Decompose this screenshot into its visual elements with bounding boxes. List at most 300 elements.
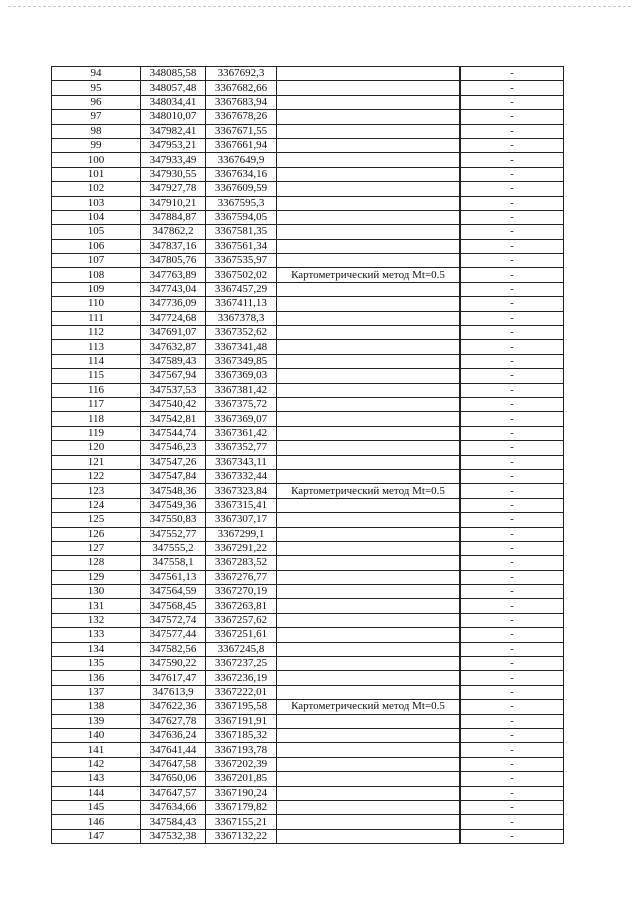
x-coordinate-cell: 347542,81	[141, 412, 206, 426]
point-number-cell: 134	[52, 642, 141, 656]
method-cell	[277, 469, 460, 483]
point-number-cell: 123	[52, 484, 141, 498]
y-coordinate-cell: 3367352,77	[206, 441, 277, 455]
x-coordinate-cell: 347558,1	[141, 556, 206, 570]
method-cell	[277, 124, 460, 138]
x-coordinate-cell: 347927,78	[141, 182, 206, 196]
table-row	[52, 311, 564, 325]
x-coordinate-cell: 347627,78	[141, 714, 206, 728]
point-number-cell: 95	[52, 81, 141, 95]
table-row	[52, 369, 564, 383]
x-coordinate-cell: 347548,36	[141, 484, 206, 498]
method-cell	[277, 95, 460, 109]
y-coordinate-cell: 3367299,1	[206, 527, 277, 541]
method-cell	[277, 196, 460, 210]
y-coordinate-cell: 3367595,3	[206, 196, 277, 210]
point-number-cell: 142	[52, 757, 141, 771]
y-coordinate-cell: 3367155,21	[206, 815, 277, 829]
table-row	[52, 613, 564, 627]
mark-cell: -	[461, 95, 564, 109]
point-number-cell: 143	[52, 772, 141, 786]
y-coordinate-cell: 3367202,39	[206, 757, 277, 771]
x-coordinate-cell: 347647,57	[141, 786, 206, 800]
method-cell	[277, 397, 460, 411]
method-cell	[277, 412, 460, 426]
method-cell	[277, 297, 460, 311]
table-row	[52, 498, 564, 512]
point-number-cell: 94	[52, 67, 141, 81]
mark-cell: -	[461, 800, 564, 814]
method-cell	[277, 585, 460, 599]
x-coordinate-cell: 347724,68	[141, 311, 206, 325]
x-coordinate-cell: 347555,2	[141, 541, 206, 555]
mark-cell: -	[461, 527, 564, 541]
point-number-cell: 120	[52, 441, 141, 455]
x-coordinate-cell: 347546,23	[141, 441, 206, 455]
x-coordinate-cell: 347584,43	[141, 815, 206, 829]
point-number-cell: 146	[52, 815, 141, 829]
table-row	[52, 556, 564, 570]
table-row	[52, 700, 564, 714]
y-coordinate-cell: 3367369,07	[206, 412, 277, 426]
point-number-cell: 130	[52, 585, 141, 599]
y-coordinate-cell: 3367369,03	[206, 369, 277, 383]
table-row	[52, 225, 564, 239]
mark-cell: -	[461, 556, 564, 570]
table-row	[52, 714, 564, 728]
method-cell	[277, 383, 460, 397]
method-cell	[277, 570, 460, 584]
x-coordinate-cell: 347589,43	[141, 354, 206, 368]
x-coordinate-cell: 347532,38	[141, 829, 206, 843]
method-cell	[277, 685, 460, 699]
table-row	[52, 282, 564, 296]
method-cell	[277, 254, 460, 268]
y-coordinate-cell: 3367276,77	[206, 570, 277, 584]
point-number-cell: 141	[52, 743, 141, 757]
x-coordinate-cell: 347577,44	[141, 628, 206, 642]
method-cell	[277, 757, 460, 771]
point-number-cell: 102	[52, 182, 141, 196]
method-cell	[277, 455, 460, 469]
mark-cell: -	[461, 354, 564, 368]
coordinates-table-body	[52, 67, 564, 844]
y-coordinate-cell: 3367263,81	[206, 599, 277, 613]
mark-cell: -	[461, 657, 564, 671]
mark-cell: -	[461, 513, 564, 527]
mark-cell: -	[461, 239, 564, 253]
table-row	[52, 671, 564, 685]
point-number-cell: 97	[52, 110, 141, 124]
point-number-cell: 121	[52, 455, 141, 469]
y-coordinate-cell: 3367692,3	[206, 67, 277, 81]
point-number-cell: 108	[52, 268, 141, 282]
point-number-cell: 113	[52, 340, 141, 354]
y-coordinate-cell: 3367257,62	[206, 613, 277, 627]
point-number-cell: 128	[52, 556, 141, 570]
method-cell	[277, 556, 460, 570]
y-coordinate-cell: 3367457,29	[206, 282, 277, 296]
method-cell	[277, 541, 460, 555]
x-coordinate-cell: 347805,76	[141, 254, 206, 268]
x-coordinate-cell: 347910,21	[141, 196, 206, 210]
x-coordinate-cell: 347650,06	[141, 772, 206, 786]
scan-top-rule	[8, 6, 631, 7]
x-coordinate-cell: 347933,49	[141, 153, 206, 167]
point-number-cell: 116	[52, 383, 141, 397]
x-coordinate-cell: 347691,07	[141, 326, 206, 340]
x-coordinate-cell: 347544,74	[141, 426, 206, 440]
point-number-cell: 104	[52, 210, 141, 224]
method-cell: Картометрический метод Mt=0.5	[277, 484, 460, 498]
y-coordinate-cell: 3367671,55	[206, 124, 277, 138]
table-row	[52, 124, 564, 138]
x-coordinate-cell: 347930,55	[141, 167, 206, 181]
y-coordinate-cell: 3367561,34	[206, 239, 277, 253]
mark-cell: -	[461, 225, 564, 239]
y-coordinate-cell: 3367245,8	[206, 642, 277, 656]
method-cell	[277, 786, 460, 800]
table-row	[52, 239, 564, 253]
table-row	[52, 167, 564, 181]
x-coordinate-cell: 347636,24	[141, 728, 206, 742]
y-coordinate-cell: 3367375,72	[206, 397, 277, 411]
table-row	[52, 455, 564, 469]
point-number-cell: 124	[52, 498, 141, 512]
x-coordinate-cell: 347590,22	[141, 657, 206, 671]
point-number-cell: 110	[52, 297, 141, 311]
x-coordinate-cell: 348034,41	[141, 95, 206, 109]
point-number-cell: 100	[52, 153, 141, 167]
y-coordinate-cell: 3367251,61	[206, 628, 277, 642]
y-coordinate-cell: 3367307,17	[206, 513, 277, 527]
point-number-cell: 119	[52, 426, 141, 440]
x-coordinate-cell: 347564,59	[141, 585, 206, 599]
method-cell	[277, 81, 460, 95]
method-cell	[277, 829, 460, 843]
table-row	[52, 67, 564, 81]
y-coordinate-cell: 3367193,78	[206, 743, 277, 757]
y-coordinate-cell: 3367270,19	[206, 585, 277, 599]
method-cell: Картометрический метод Mt=0.5	[277, 268, 460, 282]
method-cell	[277, 167, 460, 181]
method-cell	[277, 426, 460, 440]
table-row	[52, 383, 564, 397]
method-cell	[277, 527, 460, 541]
table-row	[52, 527, 564, 541]
method-cell	[277, 326, 460, 340]
mark-cell: -	[461, 498, 564, 512]
y-coordinate-cell: 3367535,97	[206, 254, 277, 268]
y-coordinate-cell: 3367634,16	[206, 167, 277, 181]
mark-cell: -	[461, 455, 564, 469]
table-row	[52, 570, 564, 584]
y-coordinate-cell: 3367678,26	[206, 110, 277, 124]
mark-cell: -	[461, 124, 564, 138]
table-row	[52, 657, 564, 671]
point-number-cell: 101	[52, 167, 141, 181]
y-coordinate-cell: 3367649,9	[206, 153, 277, 167]
mark-cell: -	[461, 326, 564, 340]
mark-cell: -	[461, 297, 564, 311]
method-cell	[277, 628, 460, 642]
y-coordinate-cell: 3367332,44	[206, 469, 277, 483]
point-number-cell: 125	[52, 513, 141, 527]
x-coordinate-cell: 347622,36	[141, 700, 206, 714]
y-coordinate-cell: 3367349,85	[206, 354, 277, 368]
table-row	[52, 153, 564, 167]
mark-cell: -	[461, 196, 564, 210]
y-coordinate-cell: 3367683,94	[206, 95, 277, 109]
y-coordinate-cell: 3367291,22	[206, 541, 277, 555]
method-cell	[277, 67, 460, 81]
table-row	[52, 685, 564, 699]
x-coordinate-cell: 347547,26	[141, 455, 206, 469]
point-number-cell: 126	[52, 527, 141, 541]
y-coordinate-cell: 3367236,19	[206, 671, 277, 685]
y-coordinate-cell: 3367682,66	[206, 81, 277, 95]
table-row	[52, 513, 564, 527]
method-cell	[277, 441, 460, 455]
table-row	[52, 728, 564, 742]
mark-cell: -	[461, 153, 564, 167]
x-coordinate-cell: 347613,9	[141, 685, 206, 699]
mark-cell: -	[461, 570, 564, 584]
mark-cell: -	[461, 282, 564, 296]
point-number-cell: 129	[52, 570, 141, 584]
x-coordinate-cell: 348010,07	[141, 110, 206, 124]
table-row	[52, 786, 564, 800]
method-cell	[277, 239, 460, 253]
table-row	[52, 829, 564, 843]
mark-cell: -	[461, 441, 564, 455]
mark-cell: -	[461, 772, 564, 786]
x-coordinate-cell: 347567,94	[141, 369, 206, 383]
table-row	[52, 81, 564, 95]
y-coordinate-cell: 3367352,62	[206, 326, 277, 340]
point-number-cell: 98	[52, 124, 141, 138]
table-row	[52, 397, 564, 411]
table-row	[52, 772, 564, 786]
table-row	[52, 800, 564, 814]
x-coordinate-cell: 347632,87	[141, 340, 206, 354]
mark-cell: -	[461, 268, 564, 282]
x-coordinate-cell: 347550,83	[141, 513, 206, 527]
method-cell	[277, 671, 460, 685]
table-row	[52, 757, 564, 771]
point-number-cell: 135	[52, 657, 141, 671]
table-row	[52, 484, 564, 498]
mark-cell: -	[461, 613, 564, 627]
point-number-cell: 112	[52, 326, 141, 340]
mark-cell: -	[461, 254, 564, 268]
method-cell: Картометрический метод Mt=0.5	[277, 700, 460, 714]
table-row	[52, 642, 564, 656]
mark-cell: -	[461, 700, 564, 714]
point-number-cell: 99	[52, 138, 141, 152]
method-cell	[277, 282, 460, 296]
method-cell	[277, 599, 460, 613]
point-number-cell: 111	[52, 311, 141, 325]
mark-cell: -	[461, 397, 564, 411]
mark-cell: -	[461, 585, 564, 599]
method-cell	[277, 354, 460, 368]
y-coordinate-cell: 3367201,85	[206, 772, 277, 786]
table-row	[52, 254, 564, 268]
method-cell	[277, 714, 460, 728]
x-coordinate-cell: 347537,53	[141, 383, 206, 397]
x-coordinate-cell: 347641,44	[141, 743, 206, 757]
point-number-cell: 127	[52, 541, 141, 555]
mark-cell: -	[461, 757, 564, 771]
point-number-cell: 131	[52, 599, 141, 613]
mark-cell: -	[461, 426, 564, 440]
mark-cell: -	[461, 628, 564, 642]
table-row	[52, 354, 564, 368]
mark-cell: -	[461, 167, 564, 181]
y-coordinate-cell: 3367191,91	[206, 714, 277, 728]
y-coordinate-cell: 3367411,13	[206, 297, 277, 311]
coordinates-table	[51, 66, 564, 844]
mark-cell: -	[461, 369, 564, 383]
x-coordinate-cell: 348085,58	[141, 67, 206, 81]
method-cell	[277, 311, 460, 325]
point-number-cell: 138	[52, 700, 141, 714]
x-coordinate-cell: 347862,2	[141, 225, 206, 239]
mark-cell: -	[461, 541, 564, 555]
table-row	[52, 182, 564, 196]
mark-cell: -	[461, 829, 564, 843]
point-number-cell: 105	[52, 225, 141, 239]
method-cell	[277, 369, 460, 383]
mark-cell: -	[461, 671, 564, 685]
point-number-cell: 132	[52, 613, 141, 627]
method-cell	[277, 210, 460, 224]
mark-cell: -	[461, 412, 564, 426]
point-number-cell: 140	[52, 728, 141, 742]
point-number-cell: 117	[52, 397, 141, 411]
table-row	[52, 268, 564, 282]
mark-cell: -	[461, 110, 564, 124]
table-row	[52, 441, 564, 455]
table-row	[52, 110, 564, 124]
y-coordinate-cell: 3367381,42	[206, 383, 277, 397]
y-coordinate-cell: 3367323,84	[206, 484, 277, 498]
method-cell	[277, 498, 460, 512]
y-coordinate-cell: 3367190,24	[206, 786, 277, 800]
point-number-cell: 133	[52, 628, 141, 642]
x-coordinate-cell: 347568,45	[141, 599, 206, 613]
y-coordinate-cell: 3367315,41	[206, 498, 277, 512]
point-number-cell: 145	[52, 800, 141, 814]
mark-cell: -	[461, 599, 564, 613]
mark-cell: -	[461, 210, 564, 224]
y-coordinate-cell: 3367502,02	[206, 268, 277, 282]
y-coordinate-cell: 3367341,48	[206, 340, 277, 354]
mark-cell: -	[461, 340, 564, 354]
method-cell	[277, 513, 460, 527]
point-number-cell: 136	[52, 671, 141, 685]
point-number-cell: 122	[52, 469, 141, 483]
table-row	[52, 599, 564, 613]
x-coordinate-cell: 347743,04	[141, 282, 206, 296]
mark-cell: -	[461, 714, 564, 728]
y-coordinate-cell: 3367581,35	[206, 225, 277, 239]
point-number-cell: 107	[52, 254, 141, 268]
table-row	[52, 138, 564, 152]
mark-cell: -	[461, 642, 564, 656]
table-row	[52, 585, 564, 599]
y-coordinate-cell: 3367361,42	[206, 426, 277, 440]
x-coordinate-cell: 347884,87	[141, 210, 206, 224]
x-coordinate-cell: 347647,58	[141, 757, 206, 771]
mark-cell: -	[461, 786, 564, 800]
table-row	[52, 196, 564, 210]
y-coordinate-cell: 3367195,58	[206, 700, 277, 714]
method-cell	[277, 642, 460, 656]
mark-cell: -	[461, 815, 564, 829]
point-number-cell: 106	[52, 239, 141, 253]
method-cell	[277, 800, 460, 814]
y-coordinate-cell: 3367283,52	[206, 556, 277, 570]
method-cell	[277, 138, 460, 152]
x-coordinate-cell: 347982,41	[141, 124, 206, 138]
point-number-cell: 115	[52, 369, 141, 383]
table-row	[52, 95, 564, 109]
y-coordinate-cell: 3367222,01	[206, 685, 277, 699]
mark-cell: -	[461, 138, 564, 152]
x-coordinate-cell: 347552,77	[141, 527, 206, 541]
method-cell	[277, 225, 460, 239]
table-row	[52, 628, 564, 642]
table-row	[52, 297, 564, 311]
method-cell	[277, 728, 460, 742]
point-number-cell: 137	[52, 685, 141, 699]
y-coordinate-cell: 3367343,11	[206, 455, 277, 469]
mark-cell: -	[461, 469, 564, 483]
table-row	[52, 340, 564, 354]
table-row	[52, 210, 564, 224]
y-coordinate-cell: 3367378,3	[206, 311, 277, 325]
method-cell	[277, 657, 460, 671]
mark-cell: -	[461, 81, 564, 95]
x-coordinate-cell: 347561,13	[141, 570, 206, 584]
x-coordinate-cell: 347736,09	[141, 297, 206, 311]
method-cell	[277, 743, 460, 757]
mark-cell: -	[461, 182, 564, 196]
x-coordinate-cell: 347572,74	[141, 613, 206, 627]
x-coordinate-cell: 347953,21	[141, 138, 206, 152]
point-number-cell: 103	[52, 196, 141, 210]
point-number-cell: 139	[52, 714, 141, 728]
point-number-cell: 118	[52, 412, 141, 426]
mark-cell: -	[461, 685, 564, 699]
table-row	[52, 426, 564, 440]
table-row	[52, 815, 564, 829]
method-cell	[277, 153, 460, 167]
table-row	[52, 743, 564, 757]
y-coordinate-cell: 3367609,59	[206, 182, 277, 196]
point-number-cell: 96	[52, 95, 141, 109]
point-number-cell: 147	[52, 829, 141, 843]
method-cell	[277, 772, 460, 786]
x-coordinate-cell: 347763,89	[141, 268, 206, 282]
y-coordinate-cell: 3367185,32	[206, 728, 277, 742]
x-coordinate-cell: 347540,42	[141, 397, 206, 411]
method-cell	[277, 815, 460, 829]
table-row	[52, 541, 564, 555]
point-number-cell: 144	[52, 786, 141, 800]
